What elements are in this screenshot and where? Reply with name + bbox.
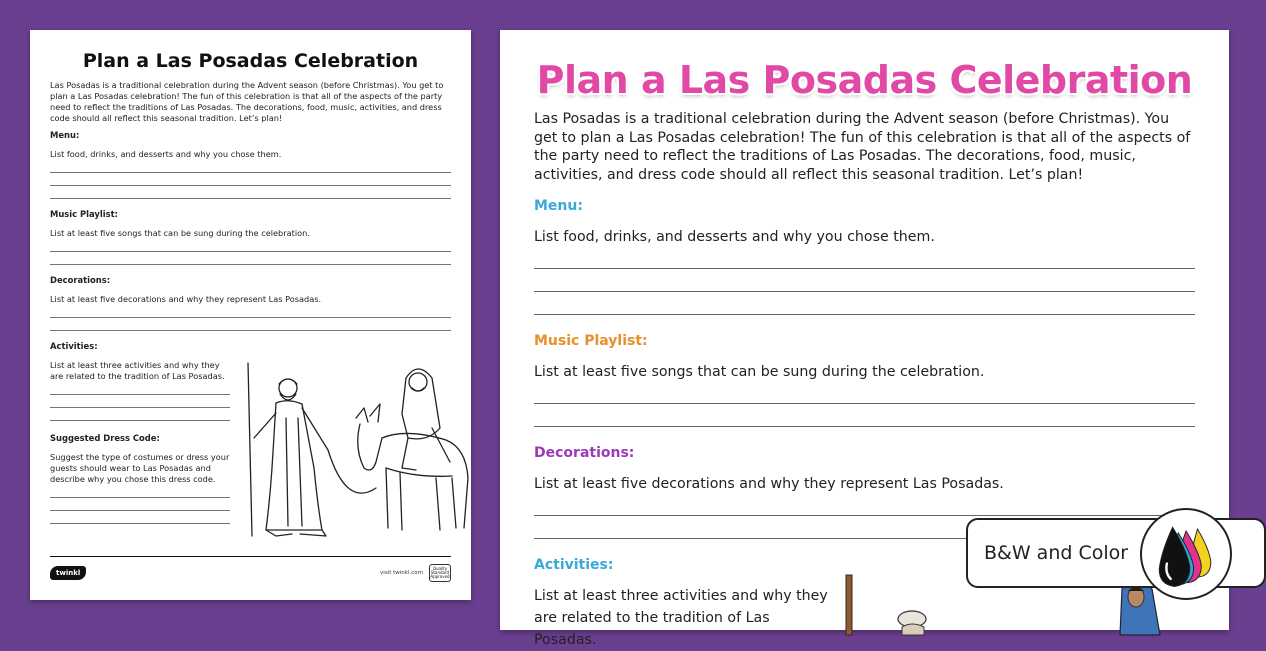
joseph-mary-donkey-illustration	[236, 358, 476, 543]
page-footer	[50, 556, 451, 582]
music-heading: Music Playlist:	[534, 333, 648, 349]
answer-line	[50, 498, 230, 511]
answer-line	[534, 381, 1195, 404]
activities-prompt: List at least three activities and why they are related to the tradition of Las Posadas.	[50, 360, 225, 381]
decorations-heading: Decorations:	[534, 445, 635, 461]
footer-right	[380, 564, 451, 582]
menu-heading: Menu:	[50, 130, 80, 140]
music-prompt: List at least five songs that can be sung during the celebration.	[534, 364, 985, 380]
answer-line	[50, 305, 451, 318]
dress-code-prompt: Suggest the type of costumes or dress your guests should wear to Las Posadas and describe why you chose this dress code.	[50, 452, 230, 484]
decorations-prompt: List at least five decorations and why they represent Las Posadas.	[534, 476, 1004, 492]
answer-line	[534, 246, 1195, 269]
answer-line	[534, 292, 1195, 315]
answer-line	[50, 318, 451, 331]
badge-label: B&W and Color	[984, 542, 1129, 564]
activities-prompt: List at least three activities and why they are related to the tradition of Las Posadas.	[534, 588, 828, 648]
intro-text: Las Posadas is a traditional celebration during the Advent season (before Christmas). You get to plan a Las Posadas celebration! The fun of this celebration is that all of the aspects of the party need to reflect the traditions of Las Posadas. The decorations, food, music, activities, and dress code should all reflect this seasonal tradition. Let’s plan!	[534, 111, 1191, 183]
answer-line	[50, 252, 451, 265]
music-heading: Music Playlist:	[50, 209, 118, 219]
page-title: Plan a Las Posadas Celebration	[536, 58, 1193, 102]
answer-line	[50, 382, 230, 395]
answer-line	[534, 493, 1195, 516]
answer-line	[50, 239, 451, 252]
menu-prompt: List food, drinks, and desserts and why you chose them.	[50, 149, 282, 159]
answer-line	[50, 160, 451, 173]
answer-line	[534, 269, 1195, 292]
answer-line	[50, 186, 451, 199]
activities-heading: Activities:	[50, 341, 98, 351]
menu-prompt: List food, drinks, and desserts and why you chose them.	[534, 229, 935, 245]
music-prompt: List at least five songs that can be sung during the celebration.	[50, 228, 310, 238]
twinkl-logo: twinkl	[50, 566, 86, 580]
intro-text: Las Posadas is a traditional celebration during the Advent season (before Christmas). You get to plan a Las Posadas celebration! The fun of this celebration is that all of the aspects of the party need to reflect the traditions of Las Posadas. The decorations, food, music, activities, and dress code should all reflect this seasonal tradition. Let’s plan!	[50, 80, 444, 123]
activities-heading: Activities:	[534, 557, 614, 573]
decorations-prompt: List at least five decorations and why they represent Las Posadas.	[50, 294, 322, 304]
answer-line	[50, 485, 230, 498]
answer-line	[50, 173, 451, 186]
ink-drops-icon	[1140, 508, 1232, 600]
answer-line	[534, 404, 1195, 427]
ink-drops-svg	[1142, 510, 1230, 598]
menu-heading: Menu:	[534, 198, 583, 214]
answer-line	[50, 408, 230, 421]
answer-line	[50, 395, 230, 408]
dress-code-heading: Suggested Dress Code:	[50, 433, 160, 443]
footer-url: visit twinkl.com	[380, 569, 423, 576]
page-title: Plan a Las Posadas Celebration	[82, 50, 419, 72]
answer-line	[50, 511, 230, 524]
decorations-heading: Decorations:	[50, 275, 111, 285]
quality-badge: Quality Standard Approved	[429, 564, 451, 582]
worksheet-bw-preview	[30, 30, 471, 600]
